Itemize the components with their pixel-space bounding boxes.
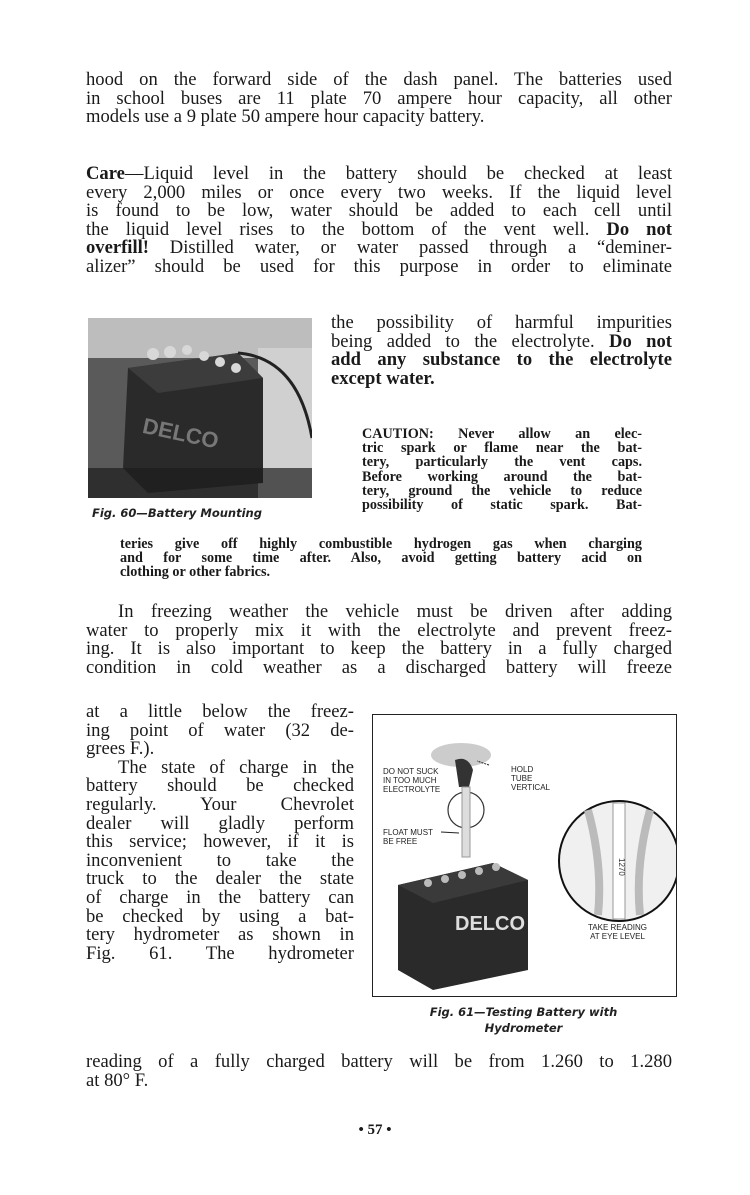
battery-mounting-photo — [88, 318, 312, 498]
text-line: water to properly mix it with the electrolyte and prevent freez- — [86, 619, 672, 641]
text-line: Fig. 61. The hydrometer — [86, 942, 354, 964]
text-line: models use a 9 plate 50 ampere hour capacity battery. — [86, 106, 485, 128]
text-line: every 2,000 miles or once every two weeks. If the liquid level — [86, 181, 672, 203]
text-line: tery, ground the vehicle to reduce — [362, 482, 642, 499]
text-line: condition in cold weather as a discharged battery will freeze — [86, 656, 672, 678]
text-line: CAUTION: Never allow an elec- — [362, 426, 642, 442]
paragraph-freezing-continued — [86, 699, 354, 964]
text-line: reading of a fully charged battery will be from 1.260 to 1.280 — [86, 1051, 672, 1072]
text-line — [86, 217, 672, 240]
text-line: truck to the dealer the state — [86, 868, 354, 890]
caption-line: Hydrometer — [484, 1021, 563, 1035]
bold-text: overfill! — [86, 237, 149, 259]
text-span: —Liquid level in the battery should be checked at least — [124, 163, 672, 184]
text-line: this service; however, if it is — [86, 831, 354, 853]
bold-text: except water. — [331, 367, 435, 389]
text-span: Distilled water, or water passed through a “deminer- — [148, 237, 672, 259]
text-line: tery, particularly the vent caps. — [362, 454, 642, 471]
text-line: ing. It is also important to keep the battery in a fully charged — [86, 638, 672, 660]
figure-60-caption: Fig. 60—Battery Mounting — [92, 506, 262, 520]
text-line: clothing or other fabrics. — [120, 564, 271, 581]
label-do-not-suck: DO NOT SUCK IN TOO MUCH ELECTROLYTE — [383, 767, 441, 794]
text-line: alizer” should be used for this purpose in order to eliminate — [86, 255, 672, 277]
text-line: the possibility of harmful impurities — [331, 312, 672, 333]
text-line: grees F.). — [86, 738, 155, 760]
care-heading: Care — [86, 163, 125, 184]
label-hold-tube-vertical: HOLD TUBE VERTICAL — [511, 765, 550, 792]
label-take-reading: TAKE READING AT EYE LEVEL — [588, 923, 647, 941]
paragraph-freezing — [86, 599, 672, 678]
text-line: inconvenient to take the — [86, 849, 354, 871]
text-line: regularly. Your Chevrolet — [86, 793, 354, 815]
caution-note-continued — [120, 535, 642, 581]
figure-61-caption — [372, 1004, 675, 1036]
text-line — [86, 161, 672, 184]
text-line: be checked by using a bat- — [86, 905, 354, 927]
text-line: tery hydrometer as shown in — [86, 924, 354, 946]
paragraph-battery-types — [86, 68, 672, 128]
bold-text: Do not — [609, 330, 672, 352]
text-line: teries give off highly combustible hydrogen gas when charging — [120, 536, 642, 552]
text-line: dealer will gladly perform — [86, 812, 354, 834]
text-line: is found to be low, water should be added to each cell until — [86, 200, 672, 222]
caption-line: Fig. 61—Testing Battery with — [429, 1005, 618, 1019]
svg-text:1270: 1270 — [617, 858, 626, 876]
text-line — [331, 330, 672, 352]
paragraph-care — [86, 161, 672, 277]
text-span: being added to the electrolyte. — [331, 330, 610, 352]
text-line: The state of charge in the — [118, 756, 354, 778]
bold-text: Do not — [606, 218, 672, 240]
bold-text: add any substance to the electrolyte — [331, 349, 672, 371]
caution-note — [362, 425, 642, 513]
text-line — [86, 235, 672, 259]
text-line: of charge in the battery can — [86, 886, 354, 908]
text-line: battery should be checked — [86, 775, 354, 797]
page-number: • 57 • — [358, 1122, 392, 1138]
text-line: at 80° F. — [86, 1069, 149, 1091]
text-line: hood on the forward side of the dash panel. The batteries used — [86, 69, 672, 90]
figure-battery-mounting — [88, 318, 312, 498]
text-line: at a little below the freez- — [86, 701, 354, 722]
text-line: In freezing weather the vehicle must be driven after adding — [118, 601, 672, 622]
text-line: in school buses are 11 plate 70 ampere hour capacity, all other — [86, 87, 672, 109]
label-float-must-be-free: FLOAT MUST BE FREE — [383, 828, 433, 846]
text-line: tric spark or flame near the bat- — [362, 440, 642, 457]
paragraph-hydrometer-reading — [86, 1049, 672, 1091]
figure-testing-battery — [372, 714, 677, 997]
svg-text:DELCO: DELCO — [140, 413, 221, 454]
text-line: and for some time after. Also, avoid getting battery acid on — [120, 550, 642, 567]
paragraph-care-continued — [331, 311, 672, 389]
svg-text:DELCO: DELCO — [455, 913, 525, 935]
text-line — [331, 348, 672, 371]
text-line: ing point of water (32 de- — [86, 719, 354, 741]
text-line: Before working around the bat- — [362, 468, 642, 485]
text-line: possibility of static spark. Bat- — [362, 496, 642, 513]
hydrometer-illustration — [373, 715, 676, 996]
text-span: the liquid level rises to the bottom of the vent well. — [86, 218, 607, 240]
